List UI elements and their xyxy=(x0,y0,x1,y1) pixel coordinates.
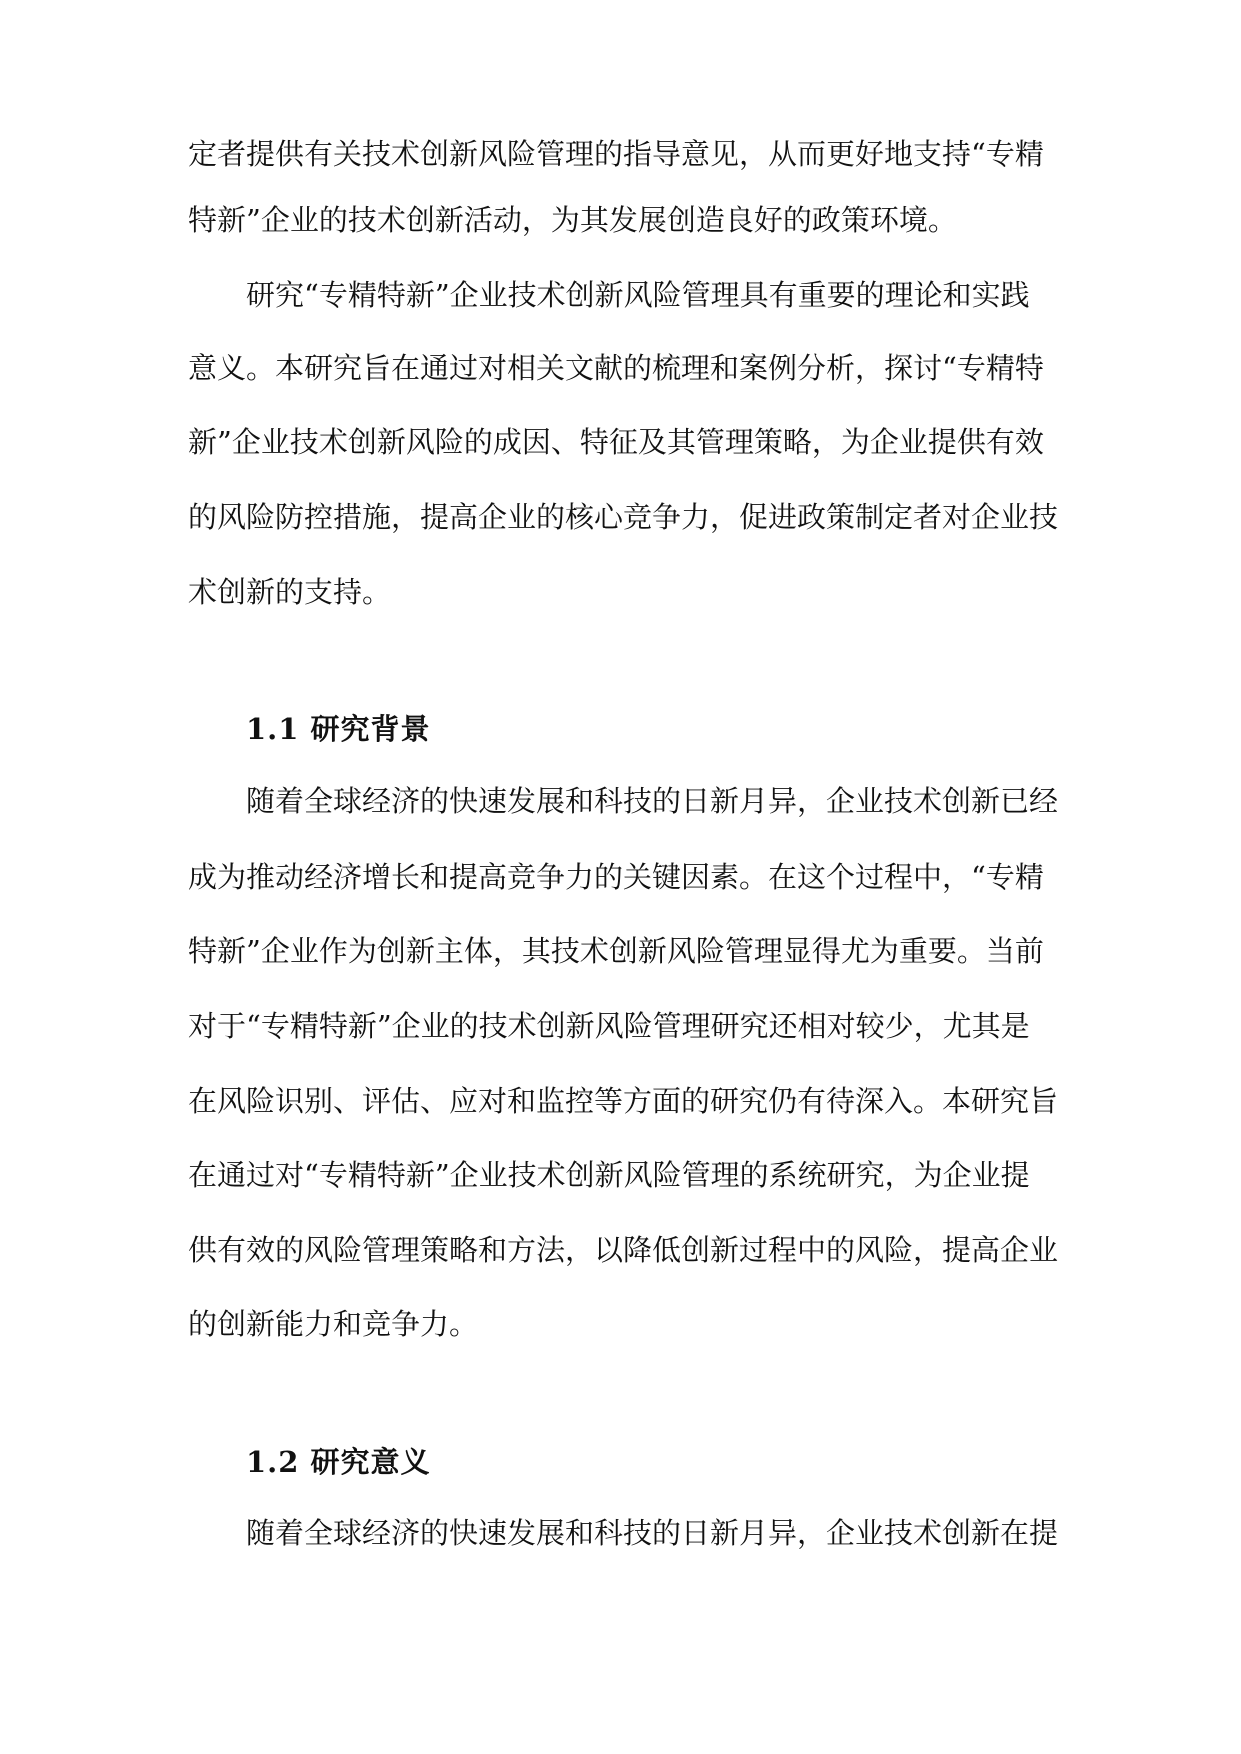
document-page: 定者提供有关技术创新风险管理的指导意见，从而更好地支持“专精 特新”企业的技术创新活动，为其发展创造良好的政策环境。 研究“专精特新”企业技术创新风险管理具有重要的理论和实践 意义。本研究旨在通过对相关文献的梳理和案例分析，探讨“专精特 新”企业技术创新风险的成因、特征及其管理策略，为企业提供有效 的风险防控措施，提高企业的核心竞争力，促进政策制定者对企业技 术创新的支持。 1.1 研究背景 随着全球经济的快速发展和科技的日新月异，企业技术创新已经 成为推动经济增长和提高竞争力的关键因素。在这个过程中，“专精 特新”企业作为创新主体，其技术创新风险管理显得尤为重要。当前 对于“专精特新”企业的技术创新风险管理研究还相对较少，尤其是 在风险识别、评估、应对和监控等方面的研究仍有待深入。本研究旨 在通过对“专精特新”企业技术创新风险管理的系统研究，为企业提 供有效的风险管理策略和方法，以降低创新过程中的风险，提高企业 的创新能力和竞争力。 1.2 研究意义 随着全球经济的快速发展和科技的日新月异，企业技术创新在提 xyxy=(188,137,1059,1550)
